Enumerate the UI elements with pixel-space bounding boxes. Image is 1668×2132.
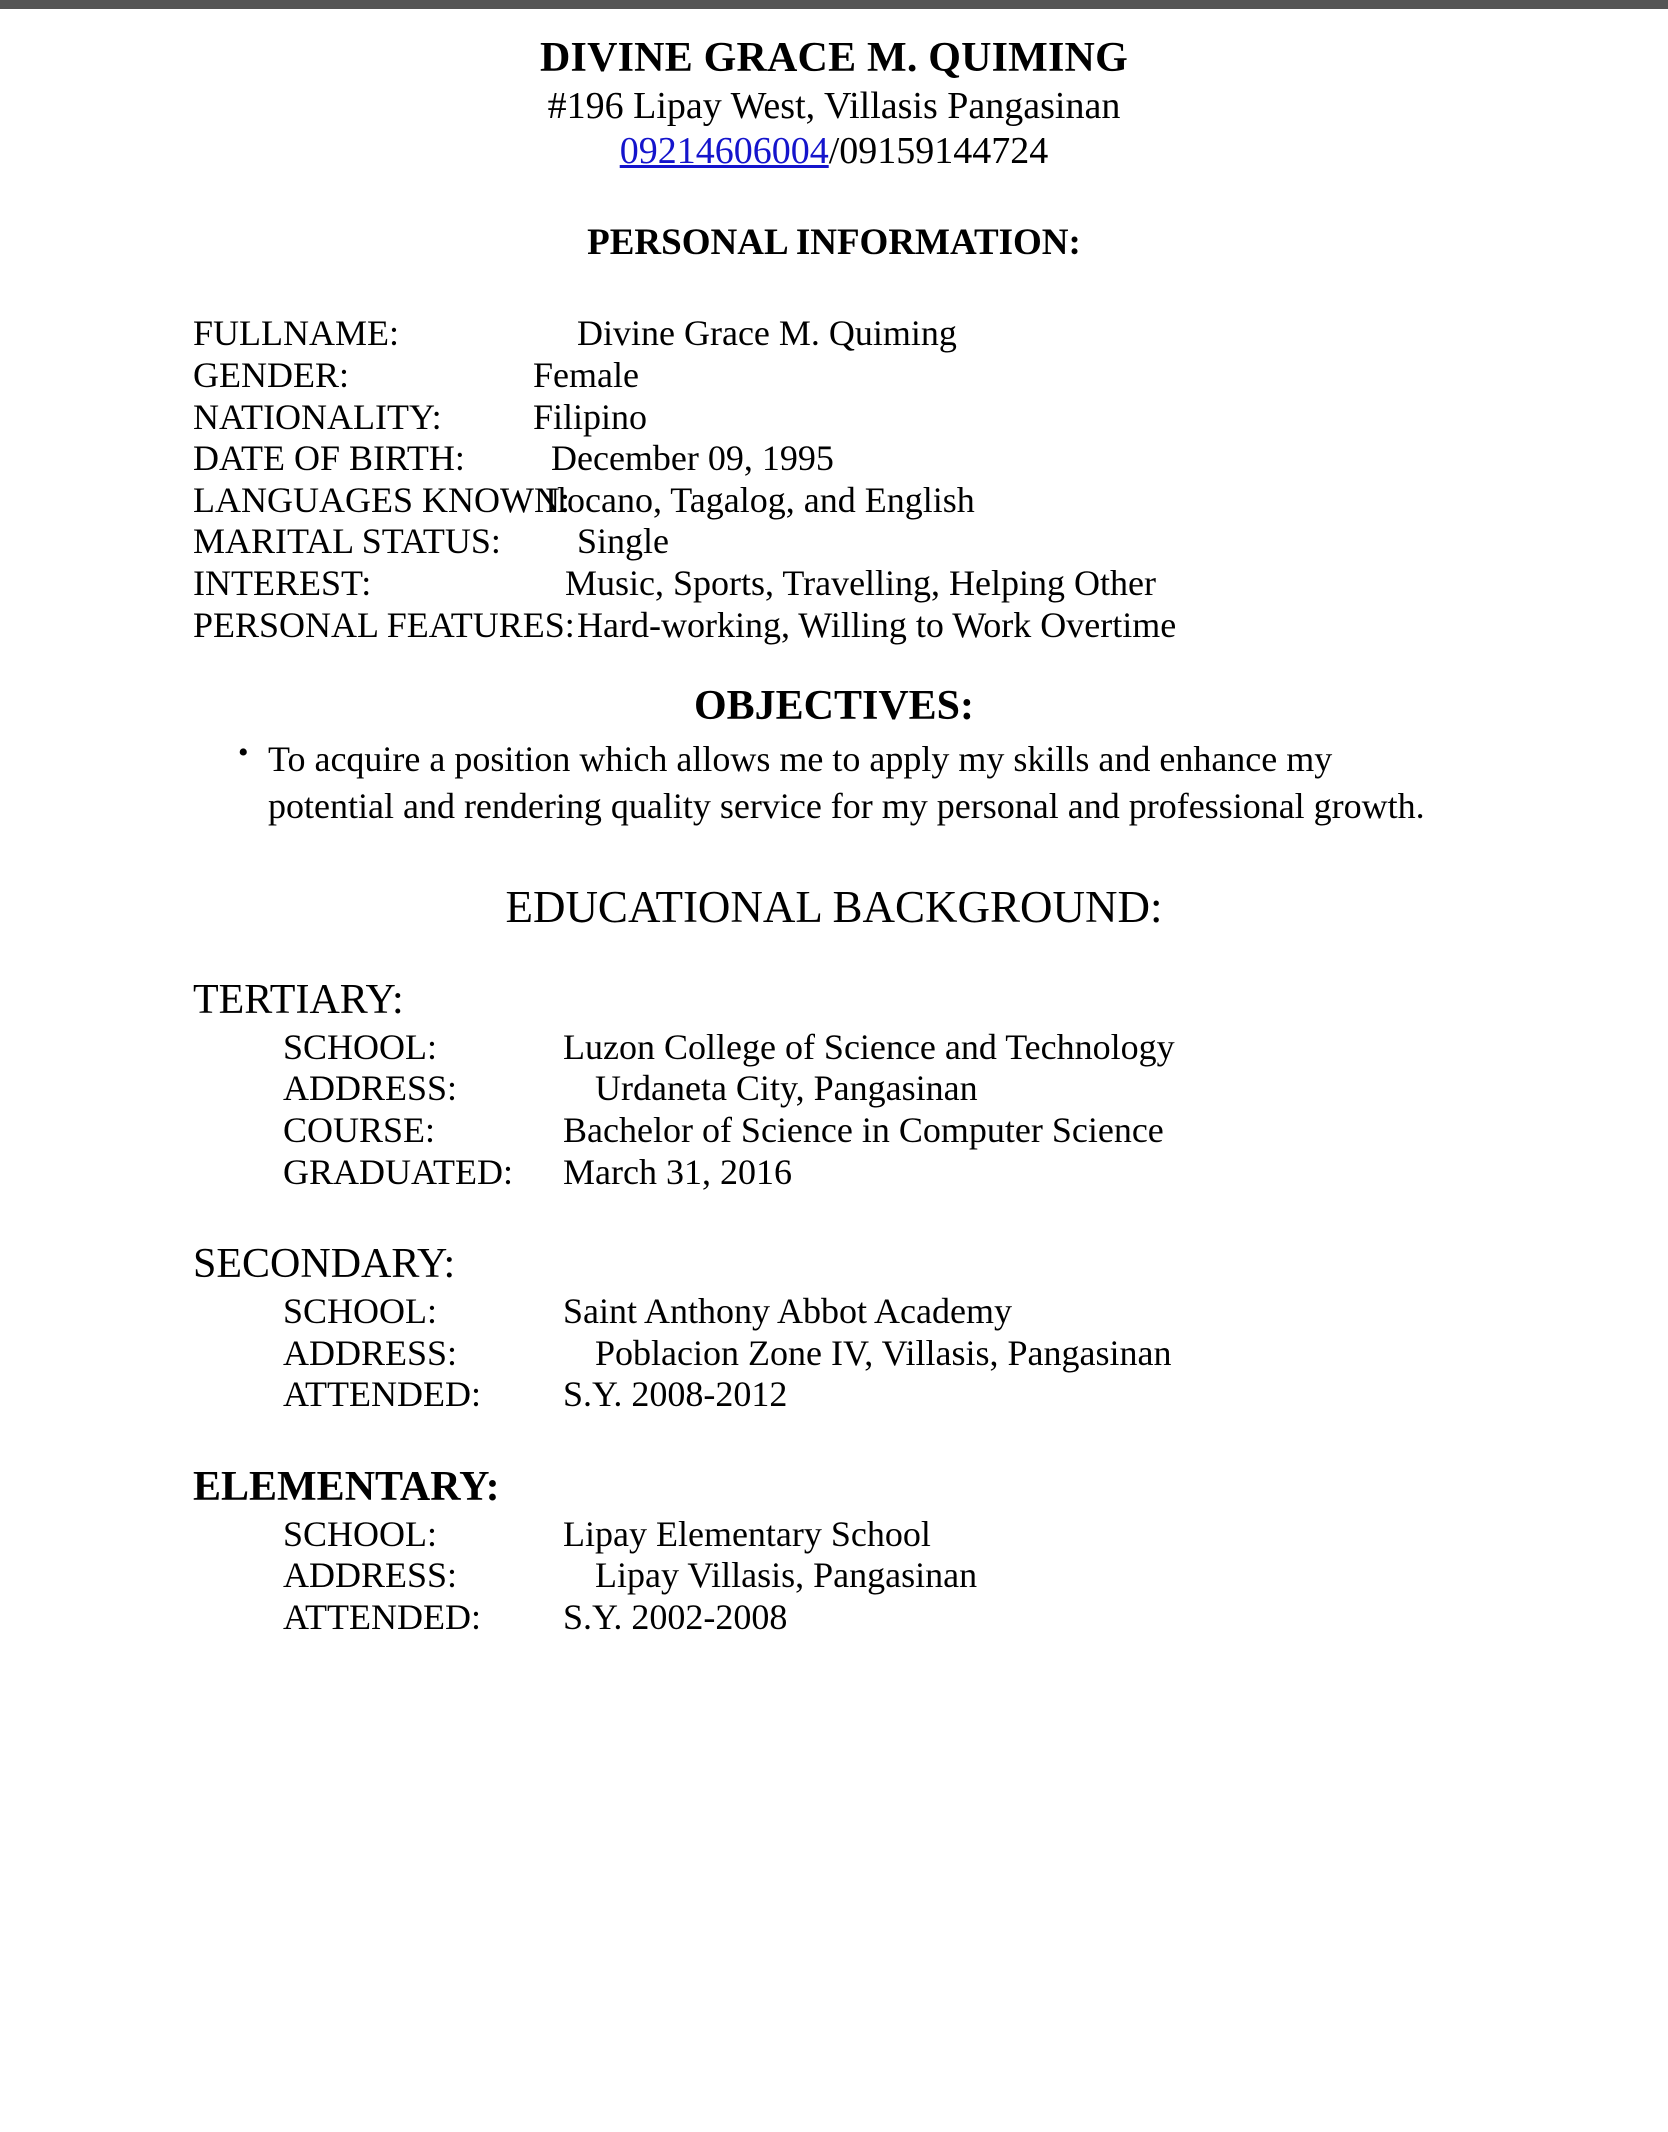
header-phones — [0, 130, 1668, 173]
window-top-bar — [0, 0, 1668, 9]
info-value: Filipino — [533, 396, 648, 437]
info-row-gender — [193, 355, 1668, 397]
edu-value: S.Y. 2008-2012 — [563, 1374, 788, 1415]
edu-value: Lipay Villasis, Pangasinan — [595, 1555, 978, 1596]
edu-label: COURSE: — [283, 1109, 436, 1150]
info-label: GENDER: — [193, 355, 349, 396]
edu-value: Saint Anthony Abbot Academy — [563, 1291, 1012, 1332]
info-row-personal-features — [193, 605, 1668, 647]
info-value: Ilocano, Tagalog, and English — [545, 479, 975, 520]
list-item: • To acquire a position which allows me to apply my skills and enhance my potential and rendering quality service for my personal and professional growth. — [238, 736, 1460, 829]
edu-label: SCHOOL: — [283, 1291, 438, 1332]
table-row — [283, 1068, 1668, 1110]
table-row — [283, 1291, 1668, 1333]
edu-label: GRADUATED: — [283, 1151, 513, 1192]
info-label: LANGUAGES KNOWN: — [193, 479, 570, 520]
page-title: DIVINE GRACE M. QUIMING — [540, 35, 1128, 81]
info-value: Single — [577, 521, 670, 562]
educational-background-heading: EDUCATIONAL BACKGROUND: — [505, 881, 1163, 932]
info-row-languages-known — [193, 480, 1668, 522]
edu-label: ATTENDED: — [283, 1374, 481, 1415]
table-row — [283, 1027, 1668, 1069]
info-row-marital-status — [193, 521, 1668, 563]
education-group-tertiary — [0, 977, 1668, 1193]
personal-information-list — [0, 313, 1668, 646]
edu-label: ADDRESS: — [283, 1068, 458, 1109]
edu-label: SCHOOL: — [283, 1026, 438, 1067]
resume-header — [0, 36, 1668, 172]
info-label: DATE OF BIRTH: — [193, 438, 465, 479]
edu-value: March 31, 2016 — [563, 1151, 792, 1192]
info-label: PERSONAL FEATURES: — [193, 604, 575, 645]
table-row — [283, 1333, 1668, 1375]
info-row-interest — [193, 563, 1668, 605]
phone-link[interactable]: 09214606004 — [619, 129, 829, 172]
info-label: FULLNAME: — [193, 313, 399, 354]
phone-separator: / — [828, 129, 840, 172]
info-row-nationality — [193, 397, 1668, 439]
edu-value: Poblacion Zone IV, Villasis, Pangasinan — [595, 1332, 1172, 1373]
info-value: Divine Grace M. Quiming — [577, 313, 957, 354]
info-label: NATIONALITY: — [193, 396, 442, 437]
info-value: December 09, 1995 — [551, 438, 834, 479]
objectives-heading: OBJECTIVES: — [693, 683, 975, 730]
edu-value: Bachelor of Science in Computer Science — [563, 1109, 1164, 1150]
education-group-elementary — [0, 1464, 1668, 1639]
objectives-section — [0, 682, 1668, 829]
personal-information-heading: PERSONAL INFORMATION: — [587, 222, 1081, 264]
education-level-label: ELEMENTARY: — [193, 1463, 500, 1510]
education-level-label: SECONDARY: — [193, 1241, 456, 1288]
educational-background-section — [0, 881, 1668, 1638]
edu-label: ATTENDED: — [283, 1596, 481, 1637]
table-row — [283, 1110, 1668, 1152]
education-group-secondary — [0, 1241, 1668, 1416]
edu-value: Urdaneta City, Pangasinan — [595, 1068, 978, 1109]
info-value: Female — [533, 355, 639, 396]
header-address: #196 Lipay West, Villasis Pangasinan — [547, 85, 1121, 128]
table-row — [283, 1555, 1668, 1597]
table-row — [283, 1597, 1668, 1639]
info-label: MARITAL STATUS: — [193, 521, 501, 562]
education-rows — [0, 1027, 1668, 1193]
table-row — [283, 1152, 1668, 1194]
info-row-date-of-birth — [193, 438, 1668, 480]
edu-value: Lipay Elementary School — [563, 1513, 931, 1554]
edu-label: ADDRESS: — [283, 1555, 458, 1596]
edu-label: SCHOOL: — [283, 1513, 438, 1554]
edu-value: Luzon College of Science and Technology — [563, 1026, 1175, 1067]
edu-value: S.Y. 2002-2008 — [563, 1596, 788, 1637]
education-rows — [0, 1514, 1668, 1639]
info-label: INTEREST: — [193, 562, 372, 603]
table-row — [283, 1374, 1668, 1416]
info-value: Music, Sports, Travelling, Helping Other — [565, 562, 1156, 603]
edu-label: ADDRESS: — [283, 1332, 458, 1373]
education-rows — [0, 1291, 1668, 1416]
document-content — [0, 9, 1668, 1638]
phone-secondary: 09159144724 — [839, 129, 1049, 172]
info-row-fullname — [193, 313, 1668, 355]
objectives-list — [0, 736, 1668, 829]
table-row — [283, 1514, 1668, 1556]
education-level-label: TERTIARY: — [193, 976, 404, 1023]
info-value: Hard-working, Willing to Work Overtime — [577, 604, 1177, 645]
